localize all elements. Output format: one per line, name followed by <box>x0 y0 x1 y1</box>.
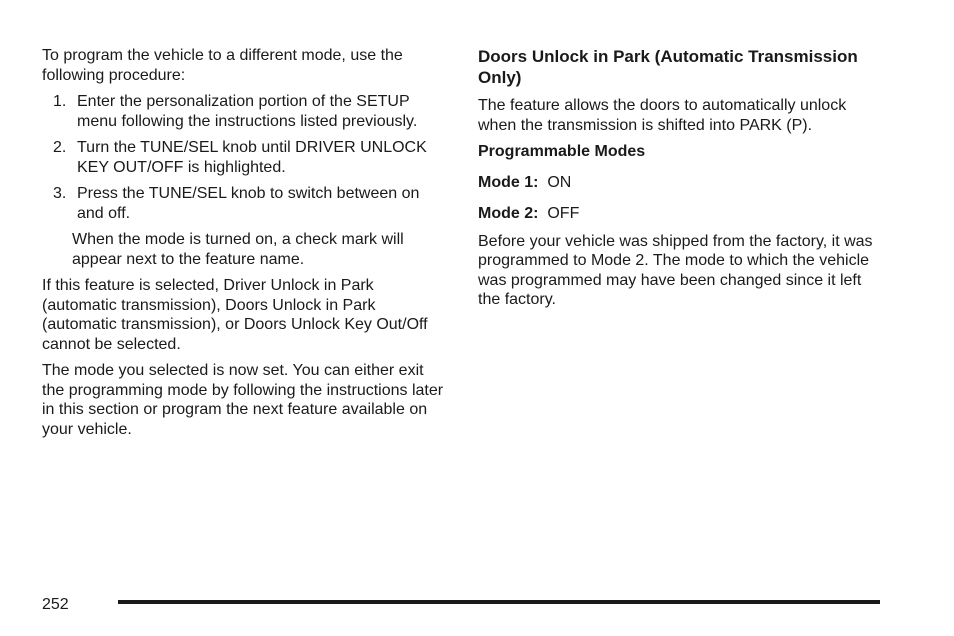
step-number: 2. <box>53 139 67 156</box>
mode-value: OFF <box>547 205 580 222</box>
procedure-step <box>42 184 450 223</box>
step-text: Turn the TUNE/SEL knob until DRIVER UNLOCK KEY OUT/OFF is highlighted. <box>77 139 427 176</box>
step-note: When the mode is turned on, a check mark will appear next to the feature name. <box>72 231 404 268</box>
step-text: Press the TUNE/SEL knob to switch between on and off. <box>77 185 420 222</box>
programmable-modes-heading: Programmable Modes <box>478 143 646 160</box>
footer-rule <box>118 600 880 604</box>
mode-value: ON <box>547 173 572 191</box>
section-heading: Doors Unlock in Park (Automatic Transmission Only) <box>478 47 858 87</box>
step-number: 3. <box>53 185 67 202</box>
step-text: Enter the personalization portion of the SETUP menu following the instructions listed previously. <box>77 93 418 130</box>
procedure-step <box>42 92 450 131</box>
procedure-list <box>42 92 450 223</box>
feature-description: The feature allows the doors to automatically unlock when the transmission is shifted into PARK (P). <box>478 97 847 134</box>
procedure-step <box>42 138 450 177</box>
page-number: 252 <box>42 596 69 613</box>
mode-line <box>478 204 886 224</box>
step-number: 1. <box>53 93 67 110</box>
body-paragraph: The mode you selected is now set. You can either exit the programming mode by following the instructions later in this section or program the next feature available on your vehicle. <box>42 362 444 438</box>
body-paragraph: If this feature is selected, Driver Unlock in Park (automatic transmission), Doors Unlock in Park (automatic transmission), or Doors Unlock Key Out/Off cannot be selected. <box>42 277 428 353</box>
mode-line <box>478 173 886 193</box>
mode-label: Mode 2: <box>478 205 539 222</box>
closing-paragraph: Before your vehicle was shipped from the factory, it was programmed to Mode 2. The mode to which the vehicle was programmed may have been changed since it left the factory. <box>478 232 873 308</box>
intro-paragraph: To program the vehicle to a different mode, use the following procedure: <box>42 47 403 84</box>
mode-label: Mode 1: <box>478 173 539 191</box>
left-column <box>42 46 450 446</box>
right-column <box>478 46 886 317</box>
